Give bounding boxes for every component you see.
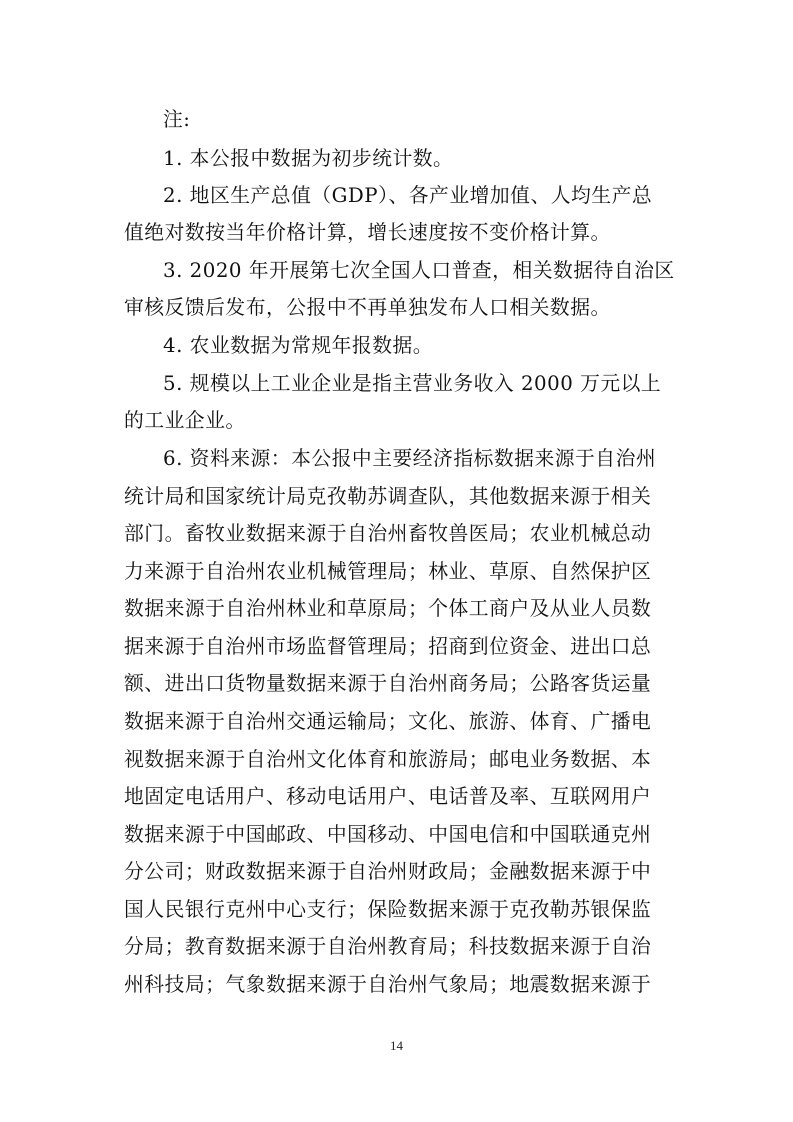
note-5-line-2: 的工业企业。: [124, 409, 246, 432]
note-6-line-6: 据来源于自治州市场监督管理局；招商到位资金、进出口总: [124, 635, 652, 658]
note-6-line-7: 额、进出口货物量数据来源于自治州商务局；公路客货运量: [124, 672, 652, 695]
note-6-line-1: 6. 资料来源：本公报中主要经济指标数据来源于自治州: [163, 447, 657, 470]
note-6-line-15: 州科技局；气象数据来源于自治州气象局；地震数据来源于: [124, 973, 652, 996]
note-6-line-13: 国人民银行克州中心支行；保险数据来源于克孜勒苏银保监: [124, 898, 652, 921]
note-2-line-2: 值绝对数按当年价格计算，增长速度按不变价格计算。: [124, 221, 611, 244]
note-5-line-1: 5. 规模以上工业企业是指主营业务收入 2000 万元以上: [163, 372, 662, 395]
note-6-line-5: 数据来源于自治州林业和草原局；个体工商户及从业人员数: [124, 597, 652, 620]
note-6-line-8: 数据来源于自治州交通运输局；文化、旅游、体育、广播电: [124, 710, 652, 733]
note-6-line-12: 分公司；财政数据来源于自治州财政局；金融数据来源于中: [124, 860, 652, 883]
note-6-line-9: 视数据来源于自治州文化体育和旅游局；邮电业务数据、本: [124, 748, 652, 771]
note-3-line-1: 3. 2020 年开展第七次全国人口普查，相关数据待自治区: [163, 259, 675, 282]
note-3-line-2: 审核反馈后发布，公报中不再单独发布人口相关数据。: [124, 296, 611, 319]
notes-heading: 注:: [163, 108, 191, 131]
note-2-line-1: 2. 地区生产总值（GDP）、各产业增加值、人均生产总: [163, 184, 653, 207]
note-6-line-2: 统计局和国家统计局克孜勒苏调查队，其他数据来源于相关: [124, 485, 652, 508]
note-6-line-4: 力来源于自治州农业机械管理局；林业、草原、自然保护区: [124, 560, 652, 583]
note-6-line-11: 数据来源于中国邮政、中国移动、中国电信和中国联通克州: [124, 823, 652, 846]
note-1: 1. 本公报中数据为初步统计数。: [163, 147, 454, 170]
note-6-line-10: 地固定电话用户、移动电话用户、电话普及率、互联网用户: [124, 785, 652, 808]
note-6-line-3: 部门。畜牧业数据来源于自治州畜牧兽医局；农业机械总动: [124, 522, 652, 545]
note-6-line-14: 分局；教育数据来源于自治州教育局；科技数据来源于自治: [124, 935, 652, 958]
page-number: 14: [390, 1038, 403, 1053]
note-4: 4. 农业数据为常规年报数据。: [163, 334, 434, 357]
